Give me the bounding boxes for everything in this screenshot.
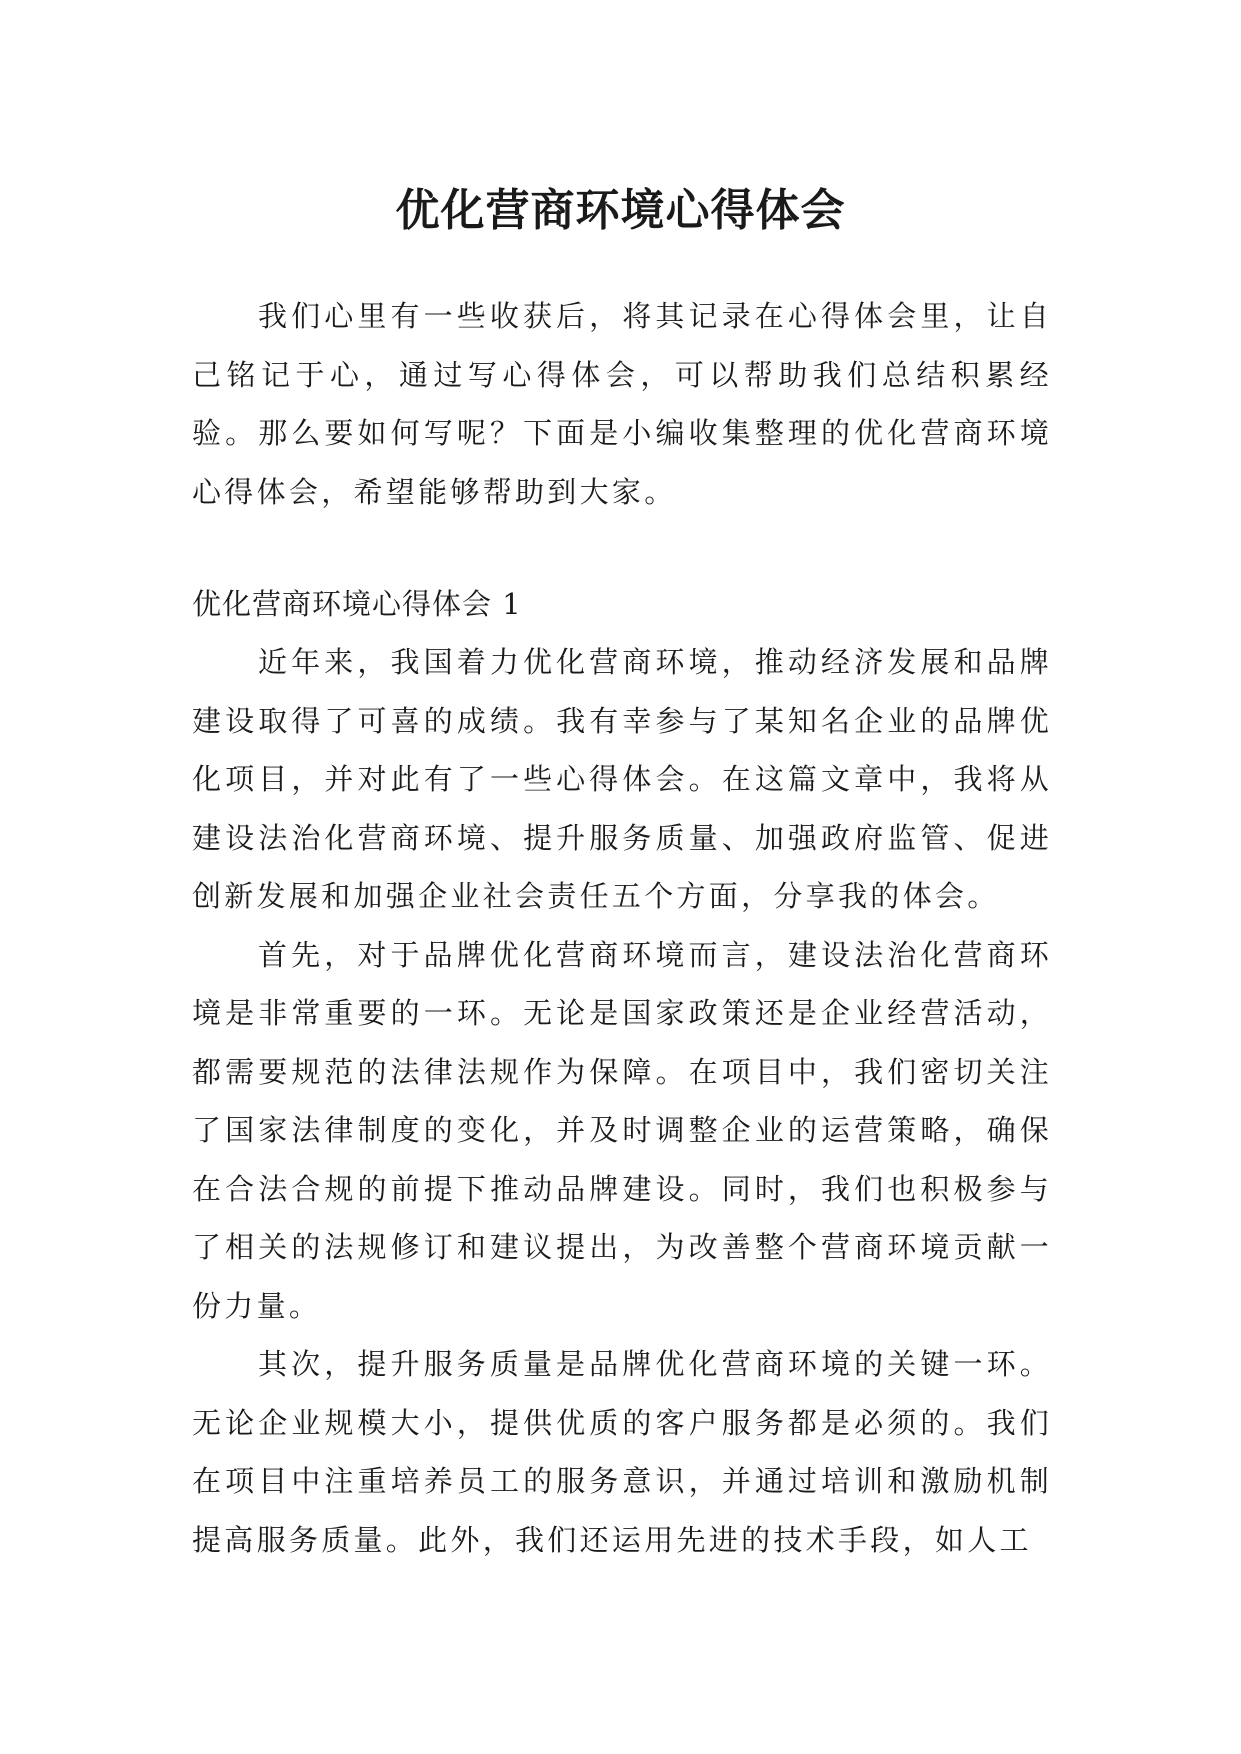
intro-paragraph: 我们心里有一些收获后，将其记录在心得体会里，让自己铭记于心，通过写心得体会，可以帮助我们总结积累经验。那么要如何写呢？下面是小编收集整理的优化营商环境心得体会，希望能够帮助到大家。: [192, 299, 1052, 509]
document-title: 优化营商环境心得体会: [395, 185, 846, 237]
section-heading: 优化营商环境心得体会 1: [192, 587, 522, 621]
body-paragraph: 近年来，我国着力优化营商环境，推动经济发展和品牌建设取得了可喜的成绩。我有幸参与了某知名企业的品牌优化项目，并对此有了一些心得体会。在这篇文章中，我将从建设法治化营商环境、提升服务质量、加强政府监管、促进创新发展和加强企业社会责任五个方面，分享我的体会。: [192, 645, 1052, 913]
intro-block: [192, 287, 1052, 521]
body-paragraph: 首先，对于品牌优化营商环境而言，建设法治化营商环境是非常重要的一环。无论是国家政策还是企业经营活动，都需要规范的法律法规作为保障。在项目中，我们密切关注了国家法律制度的变化，并及时调整企业的运营策略，确保在合法合规的前提下推动品牌建设。同时，我们也积极参与了相关的法规修订和建议提出，为改善整个营商环境贡献一份力量。: [192, 937, 1052, 1323]
body-paragraph: 其次，提升服务质量是品牌优化营商环境的关键一环。无论企业规模大小，提供优质的客户服务都是必须的。我们在项目中注重培养员工的服务意识，并通过培训和激励机制提高服务质量。此外，我们还运用先进的技术手段，如人工: [192, 1347, 1052, 1557]
section-body: [192, 633, 1052, 1569]
